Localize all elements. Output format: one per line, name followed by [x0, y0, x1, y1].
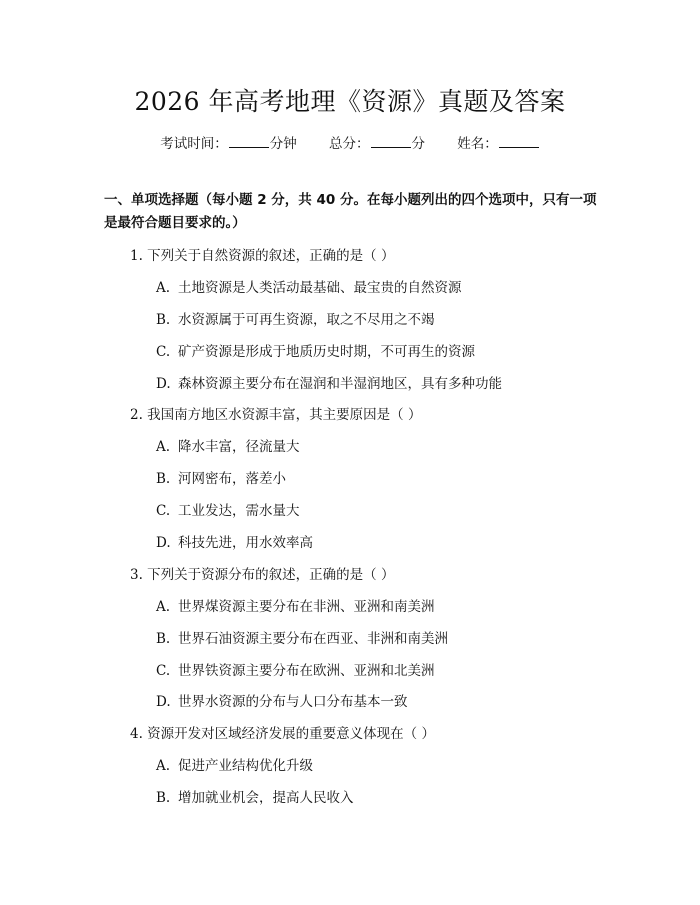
- option-text: 科技先进，用水效率高: [178, 535, 313, 551]
- question-4-option-a: [156, 754, 313, 774]
- page-title: 2026 年高考地理《资源》真题及答案: [134, 87, 566, 116]
- question-2-option-b: [156, 467, 286, 487]
- question-2-option-c: [156, 499, 300, 519]
- option-letter: B.: [156, 631, 171, 647]
- total-score-blank: [371, 135, 411, 148]
- option-text: 世界水资源的分布与人口分布基本一致: [178, 694, 408, 710]
- student-name-field: [457, 132, 540, 152]
- student-name-blank: [499, 135, 539, 148]
- option-text: 世界煤资源主要分布在非洲、亚洲和南美洲: [178, 599, 435, 615]
- exam-time-field: [160, 132, 297, 152]
- option-text: 世界铁资源主要分布在欧洲、亚洲和北美洲: [178, 663, 435, 679]
- total-score-label: 总分：: [329, 136, 370, 152]
- question-3-stem: 3. 下列关于资源分布的叙述，正确的是（ ）: [130, 567, 395, 583]
- option-text: 世界石油资源主要分布在西亚、非洲和南美洲: [178, 631, 448, 647]
- option-letter: D.: [156, 694, 171, 710]
- option-text: 增加就业机会，提高人民收入: [178, 790, 354, 806]
- option-text: 矿产资源是形成于地质历史时期，不可再生的资源: [178, 344, 475, 360]
- question-1-stem: 1. 下列关于自然资源的叙述，正确的是（ ）: [130, 248, 395, 264]
- option-letter: B.: [156, 471, 171, 487]
- option-text: 降水丰富，径流量大: [178, 439, 300, 455]
- option-letter: D.: [156, 376, 171, 392]
- option-text: 森林资源主要分布在湿润和半湿润地区，具有多种功能: [178, 376, 502, 392]
- option-letter: C.: [156, 344, 171, 360]
- option-text: 河网密布，落差小: [178, 471, 286, 487]
- option-letter: A.: [156, 758, 171, 774]
- section-heading-line-1: 一、单项选择题（每小题 2 分，共 40 分。在每小题列出的四个选项中，只有一项: [104, 192, 597, 208]
- option-letter: C.: [156, 503, 171, 519]
- option-text: 促进产业结构优化升级: [178, 758, 313, 774]
- option-letter: D.: [156, 535, 171, 551]
- option-text: 工业发达，需水量大: [178, 503, 300, 519]
- question-3-option-a: [156, 595, 435, 615]
- question-2-option-d: [156, 531, 313, 551]
- question-1-option-a: [156, 276, 462, 296]
- exam-time-label: 考试时间：: [160, 136, 228, 152]
- exam-time-unit: 分钟: [269, 136, 297, 152]
- option-letter: B.: [156, 790, 171, 806]
- question-3-option-d: [156, 690, 408, 710]
- question-4-stem: 4. 资源开发对区域经济发展的重要意义体现在（ ）: [130, 726, 435, 742]
- question-4-option-b: [156, 786, 354, 806]
- total-score-field: [329, 132, 425, 152]
- section-heading-line-2: 是最符合题目要求的。）: [104, 215, 246, 231]
- section-heading: [104, 189, 604, 235]
- option-text: 水资源属于可再生资源，取之不尽用之不竭: [178, 312, 435, 328]
- question-3-option-c: [156, 659, 435, 679]
- option-letter: A.: [156, 439, 171, 455]
- option-letter: B.: [156, 312, 171, 328]
- option-letter: C.: [156, 663, 171, 679]
- question-2-option-a: [156, 435, 300, 455]
- option-text: 土地资源是人类活动最基础、最宝贵的自然资源: [178, 280, 462, 296]
- exam-time-blank: [229, 135, 269, 148]
- question-1-option-b: [156, 308, 435, 328]
- question-2-stem: 2. 我国南方地区水资源丰富，其主要原因是（ ）: [130, 407, 422, 423]
- exam-info-line: [0, 132, 700, 152]
- question-1-option-c: [156, 340, 475, 360]
- question-1-option-d: [156, 372, 502, 392]
- student-name-label: 姓名：: [457, 136, 498, 152]
- question-3-option-b: [156, 627, 448, 647]
- option-letter: A.: [156, 280, 171, 296]
- option-letter: A.: [156, 599, 171, 615]
- total-score-unit: 分: [411, 136, 425, 152]
